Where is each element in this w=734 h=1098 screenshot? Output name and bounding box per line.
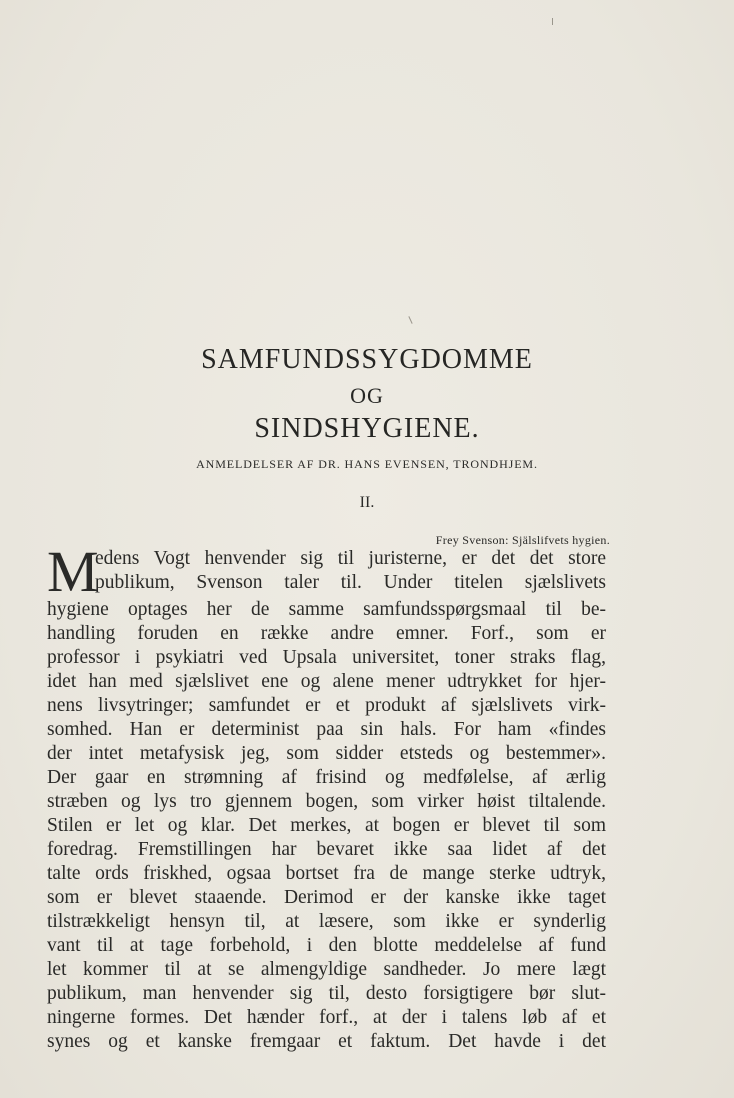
body-line: stræben og lys tro gjennem bogen, som virker høist tiltalende. (47, 791, 606, 812)
body-line: publikum, Svenson taler til. Under titelen sjælslivets (95, 572, 606, 593)
title-line-1: SAMFUNDSSYGDOMME (201, 344, 533, 375)
title-line-3: SINDSHYGIENE. (254, 413, 480, 444)
body-line: professor i psykiatri ved Upsala universitet, toner straks flag, (47, 647, 606, 668)
body-line: der intet metafysisk jeg, som sidder etsteds og bestemmer». (47, 743, 606, 764)
body-line: publikum, man henvender sig til, desto forsigtigere bør slut- (47, 983, 606, 1004)
body-line: vant til at tage forbehold, i den blotte meddelelse af fund (47, 935, 606, 956)
drop-cap: M (47, 539, 99, 604)
section-number: II. (359, 494, 375, 511)
body-line: edens Vogt henvender sig til juristerne, er det det store (95, 548, 606, 569)
body-line: idet han med sjælslivet ene og alene mener udtrykket for hjer- (47, 671, 606, 692)
body-line: Der gaar en strømning af frisind og medfølelse, af ærlig (47, 767, 606, 788)
body-line: tilstrækkeligt hensyn til, at læsere, som ikke er synderlig (47, 911, 606, 932)
body-line: Stilen er let og klar. Det merkes, at bogen er blevet til som (47, 815, 606, 836)
body-line: let kommer til at se almengyldige sandheder. Jo mere lægt (47, 959, 606, 980)
body-line: talte ords friskhed, ogsaa bortset fra de mange sterke udtryk, (47, 863, 606, 884)
body-line: somhed. Han er determinist paa sin hals. For ham «findes (47, 719, 606, 740)
body-line: hygiene optages her de samme samfundsspørgsmaal til be- (47, 599, 606, 620)
body-line: ningerne formes. Det hænder forf., at der i talens løb af et (47, 1007, 606, 1028)
body-line: som er blevet staaende. Derimod er der kanske ikke taget (47, 887, 606, 908)
body-line: nens livsytringer; samfundet er et produkt af sjælslivets virk- (47, 695, 606, 716)
paper-speck (552, 18, 553, 25)
body-line: foredrag. Fremstillingen har bevaret ikke saa lidet af det (47, 839, 606, 860)
byline: ANMELDELSER AF DR. HANS EVENSEN, TRONDHJEM. (196, 457, 538, 471)
reviewed-work-reference: Frey Svenson: Själslifvets hygien. (435, 533, 610, 547)
body-line: synes og et kanske fremgaar et faktum. Det havde i det (47, 1031, 606, 1052)
paper-speck (408, 316, 412, 324)
body-line: handling foruden en række andre emner. Forf., som er (47, 623, 606, 644)
title-line-2: OG (350, 383, 384, 408)
